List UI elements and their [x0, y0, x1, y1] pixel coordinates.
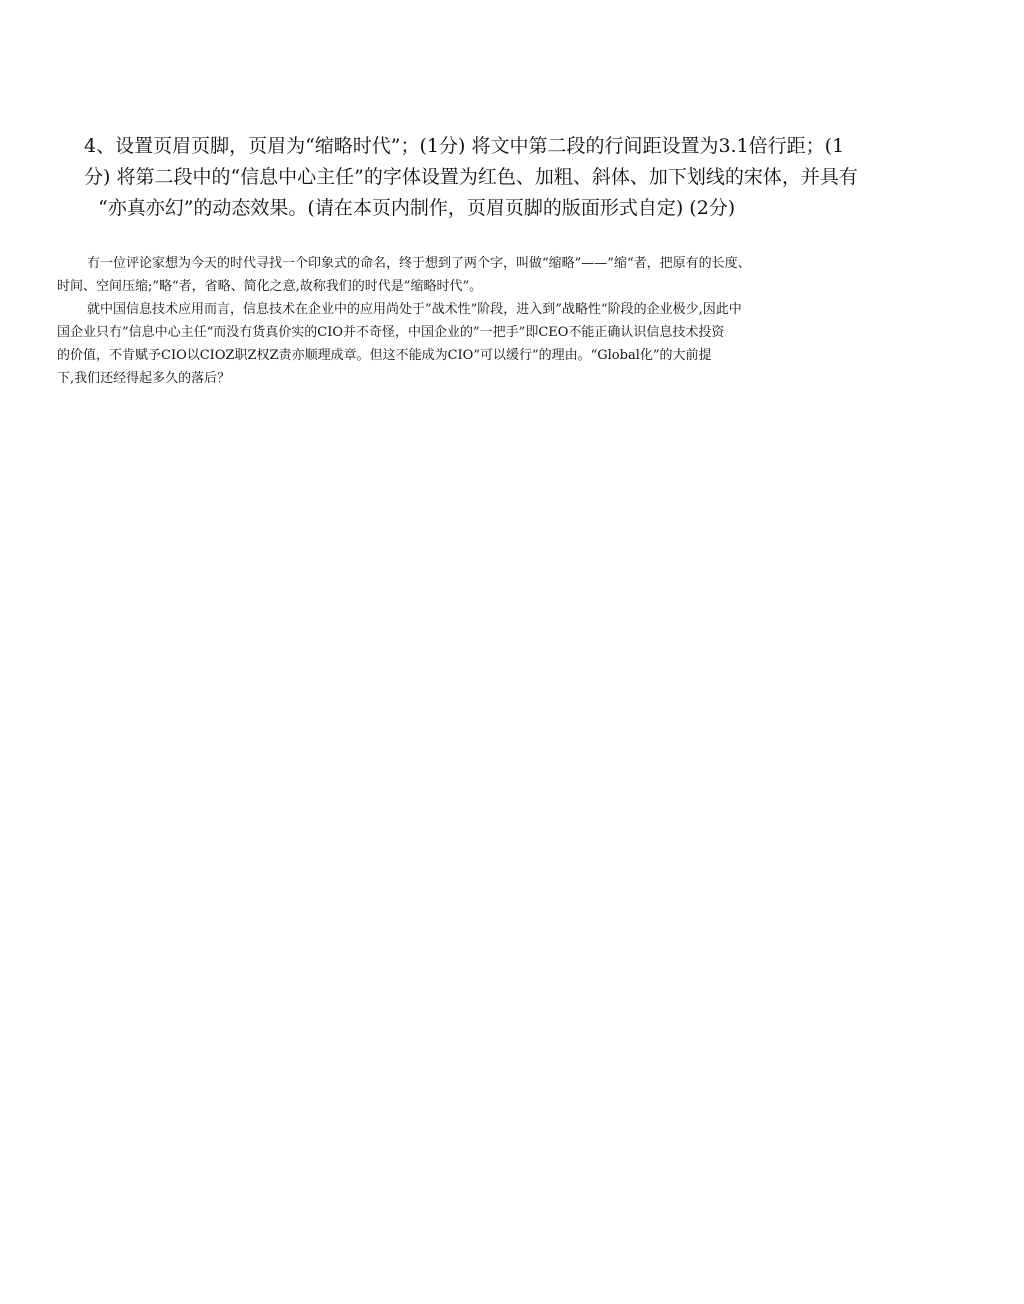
paragraph-2-line: 下,我们还经得起多久的落后？ — [57, 371, 231, 386]
instruction-line: 4、设置页眉页脚，页眉为“缩略时代”；(1分) 将文中第二段的行间距设置为3.1倍行距；(1 — [84, 135, 845, 157]
paragraph-2-line: 的价值，不肯赋予CIO以CIOZ职Z权Z责亦顺理成章。但这不能成为CIO”可以缓行”的理由。“Global化”的大前提 — [57, 348, 712, 363]
instruction-line: “亦真亦幻”的动态效果。(请在本页内制作，页眉页脚的版面形式自定) (2分) — [98, 197, 736, 219]
paragraph-2-line: 国企业只冇”信息中心主任“而没冇货真价实的CIO并不奇怪，中国企业的”一把手”即CEO不能正确认识信息技术投资 — [57, 325, 725, 340]
instruction-line: 分) 将第二段中的“信息中心主任”的字体设置为红色、加粗、斜体、加下划线的宋体，并具有 — [84, 166, 858, 188]
paragraph-1-line: 冇一位评论家想为今天的时代寻找一个印象式的命名，终于想到了两个字，叫做“缩略”——”缩“者，把原有的长度、 — [87, 256, 751, 271]
article-body — [57, 252, 957, 390]
paragraph-2-line: 就中国信息技术应用而言，信息技术在企业中的应用尚处于”战术性”阶段，进入到”战略性“阶段的企业极少,因此中 — [87, 302, 742, 317]
paragraph-1-line: 时间、空间压缩;”略“者，省略、简化之意,故称我们的时代是”缩略时代”。 — [57, 279, 483, 294]
task-instruction — [84, 131, 964, 224]
